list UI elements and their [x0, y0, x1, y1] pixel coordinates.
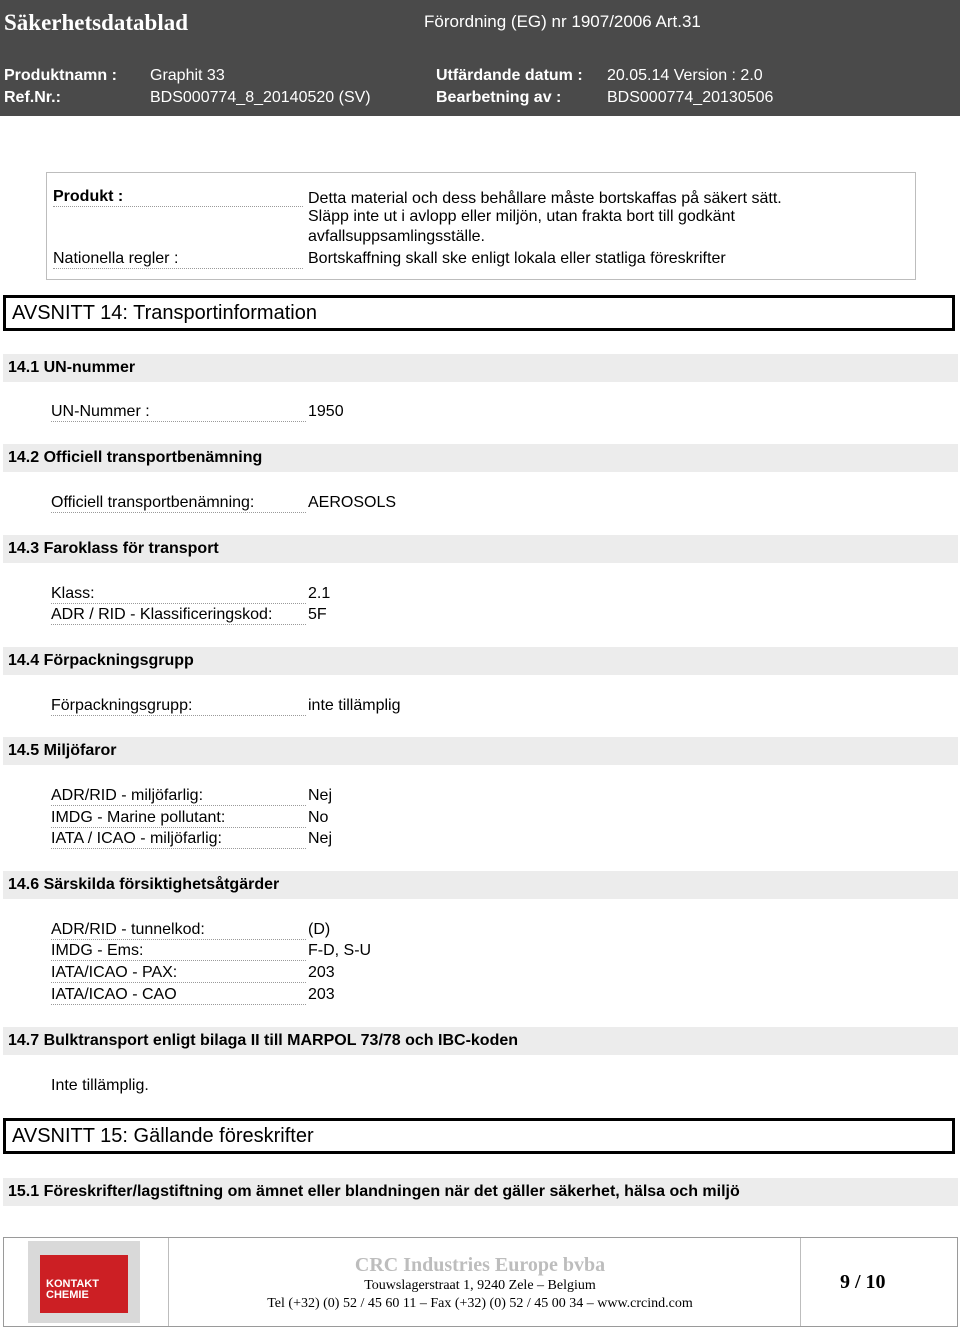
- national-rules-text: Bortskaffning skall ske enligt lokala eller statliga föreskrifter: [308, 250, 726, 267]
- disposal-product-text-2: Släpp inte ut i avlopp eller miljön, utan frakta bort till godkänt: [308, 208, 735, 225]
- logo-line-2: CHEMIE: [46, 1289, 89, 1301]
- ref-value: BDS000774_8_20140520 (SV): [150, 89, 371, 106]
- adr-classification-label: ADR / RID - Klassificeringskod:: [51, 606, 306, 625]
- env-hazard-label: ADR/RID - miljöfarlig:: [51, 787, 306, 806]
- disposal-product-text-1: Detta material och dess behållare måste bortskaffas på säkert sätt.: [308, 190, 782, 207]
- precaution-label: IATA/ICAO - PAX:: [51, 964, 306, 983]
- un-number-value: 1950: [308, 403, 344, 420]
- issue-date-label: Utfärdande datum :: [436, 67, 583, 84]
- env-hazard-value: Nej: [308, 830, 333, 847]
- precaution-value: 203: [308, 986, 335, 1003]
- disposal-product-text-3: avfallsuppsamlingsställe.: [308, 228, 485, 245]
- company-contact: Tel (+32) (0) 52 / 45 60 11 – Fax (+32) (0) 52 / 45 00 34 – www.crcind.com: [267, 1296, 693, 1311]
- class-value: 2.1: [308, 585, 331, 602]
- section-14-title: AVSNITT 14: Transportinformation: [3, 295, 955, 331]
- adr-classification-value: 5F: [308, 606, 327, 623]
- issue-date-value: 20.05.14 Version : 2.0: [607, 67, 763, 84]
- logo-line-1: KONTAKT: [46, 1278, 99, 1290]
- heading-14-2: 14.2 Officiell transportbenämning: [3, 444, 958, 472]
- edited-label: Bearbetning av :: [436, 89, 562, 106]
- precaution-label: ADR/RID - tunnelkod:: [51, 921, 306, 940]
- heading-14-7: 14.7 Bulktransport enligt bilaga II till MARPOL 73/78 och IBC-koden: [3, 1027, 958, 1055]
- packing-group-label: Förpackningsgrupp:: [51, 697, 306, 716]
- ref-label: Ref.Nr.:: [4, 89, 61, 106]
- shipping-name-value: AEROSOLS: [308, 494, 397, 511]
- precaution-value: (D): [308, 921, 331, 938]
- section-15-title: AVSNITT 15: Gällande föreskrifter: [3, 1118, 955, 1154]
- precaution-value: F-D, S-U: [308, 942, 372, 959]
- shipping-name-label: Officiell transportbenämning:: [51, 494, 306, 513]
- disposal-product-label: Produkt :: [53, 188, 303, 207]
- document-header: [0, 0, 960, 116]
- heading-14-5: 14.5 Miljöfaror: [3, 737, 958, 765]
- national-rules-label: Nationella regler :: [53, 250, 303, 269]
- env-hazard-value: No: [308, 809, 329, 826]
- packing-group-value: inte tillämplig: [308, 697, 401, 714]
- page-number: 9 / 10: [840, 1271, 886, 1293]
- bulk-transport-text: Inte tillämplig.: [51, 1077, 149, 1094]
- heading-14-3: 14.3 Faroklass för transport: [3, 535, 958, 563]
- precaution-label: IMDG - Ems:: [51, 942, 306, 961]
- env-hazard-label: IMDG - Marine pollutant:: [51, 809, 306, 828]
- class-label: Klass:: [51, 585, 306, 604]
- heading-14-4: 14.4 Förpackningsgrupp: [3, 647, 958, 675]
- document-title: Säkerhetsdatablad: [4, 10, 189, 35]
- env-hazard-label: IATA / ICAO - miljöfarlig:: [51, 830, 306, 849]
- heading-14-6: 14.6 Särskilda försiktighetsåtgärder: [3, 871, 958, 899]
- product-name-label: Produktnamn :: [4, 67, 117, 84]
- env-hazard-value: Nej: [308, 787, 333, 804]
- edited-value: BDS000774_20130506: [607, 89, 774, 106]
- product-name-value: Graphit 33: [150, 67, 225, 84]
- heading-15-1: 15.1 Föreskrifter/lagstiftning om ämnet eller blandningen när det gäller säkerhet, hälsa och miljö: [3, 1178, 958, 1206]
- precaution-value: 203: [308, 964, 335, 981]
- company-name: CRC Industries Europe bvba: [354, 1254, 606, 1276]
- un-number-label: UN-Nummer :: [51, 403, 306, 422]
- heading-14-1: 14.1 UN-nummer: [3, 354, 958, 382]
- company-address: Touwslagerstraat 1, 9240 Zele – Belgium: [364, 1278, 596, 1293]
- regulation-reference: Förordning (EG) nr 1907/2006 Art.31: [424, 12, 701, 31]
- precaution-label: IATA/ICAO - CAO: [51, 986, 306, 1005]
